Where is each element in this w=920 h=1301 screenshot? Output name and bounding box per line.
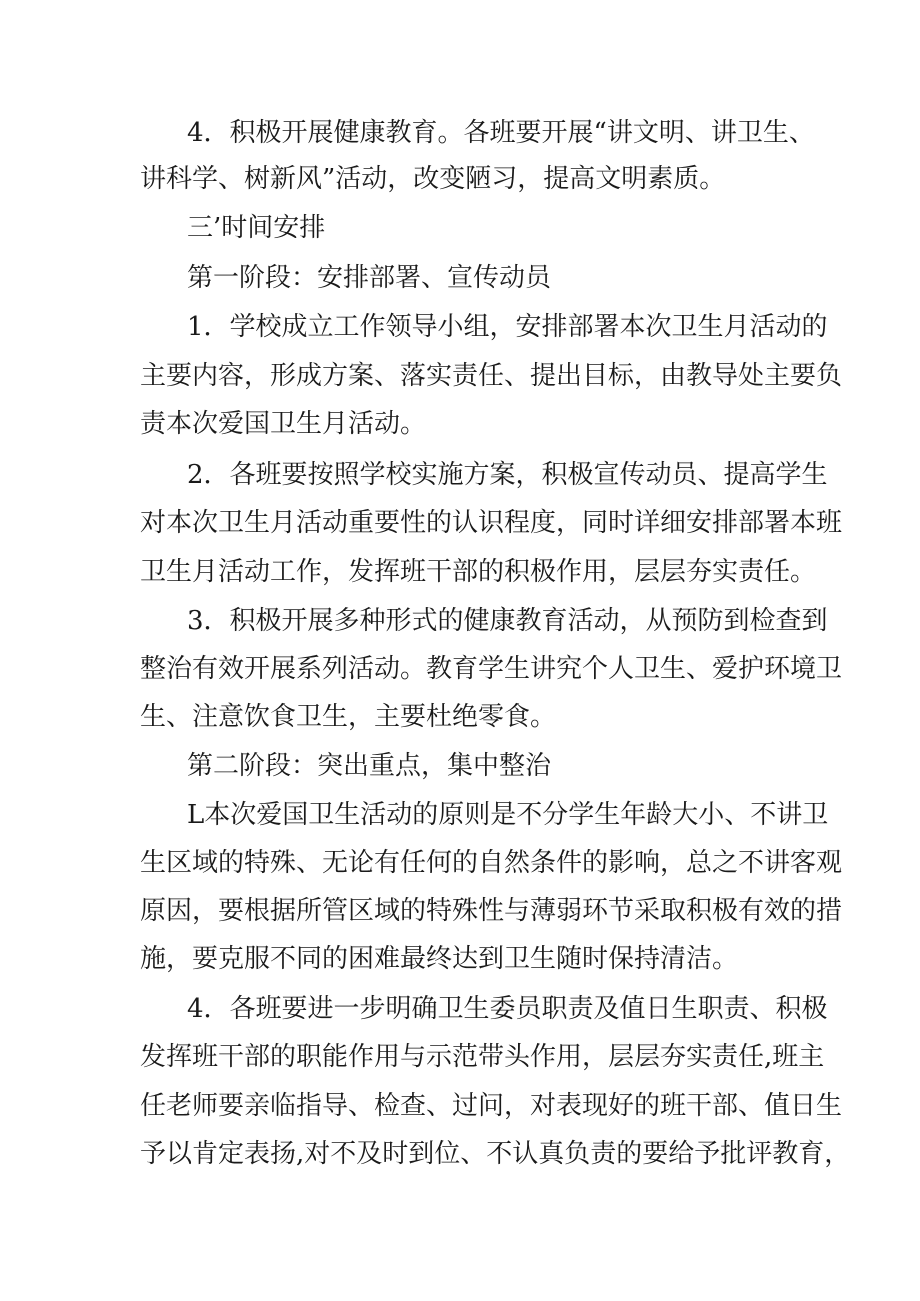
text-line: 4．积极开展健康教育。各班要开展“讲文明、讲卫生、 [187,118,815,148]
text-line: 予以肯定表扬,对不及时到位、不认真负责的要给予批评教育， [140,1139,851,1169]
text-line: 1．学校成立工作领导小组，安排部署本次卫生月活动的 [187,312,828,342]
stage-heading: 第一阶段：安排部署、宣传动员 [187,263,552,293]
text-line: 发挥班干部的职能作用与示范带头作用，层层夯实责任,班主 [140,1042,825,1072]
text-line: 任老师要亲临指导、检查、过问，对表现好的班干部、值日生 [140,1091,843,1121]
text-line: 施，要克服不同的困难最终达到卫生随时保持清洁。 [140,944,739,974]
text-line: 2．各班要按照学校实施方案，积极宣传动员、提高学生 [187,460,828,490]
text-line: 讲科学、树新风”活动，改变陋习，提高文明素质。 [140,164,726,194]
text-line: L本次爱国卫生活动的原则是不分学生年龄大小、不讲卫 [187,800,829,830]
text-line: 责本次爱国卫生月活动。 [140,409,427,439]
text-line: 生区域的特殊、无论有任何的自然条件的影响，总之不讲客观 [140,848,843,878]
text-line: 4．各班要进一步明确卫生委员职责及值日生职责、积极 [187,994,828,1024]
text-line: 对本次卫生月活动重要性的认识程度，同时详细安排部署本班 [140,508,843,538]
text-line: 整治有效开展系列活动。教育学生讲究个人卫生、爱护环境卫 [140,654,843,684]
text-line: 主要内容，形成方案、落实责任、提出目标，由教导处主要负 [140,361,843,391]
text-line: 生、注意饮食卫生，主要杜绝零食。 [140,702,557,732]
stage-heading: 第二阶段：突出重点，集中整治 [187,751,552,781]
text-line: 原因，要根据所管区域的特殊性与薄弱环节采取积极有效的措 [140,896,843,926]
section-heading: 三’时间安排 [187,213,326,243]
text-line: 3．积极开展多种形式的健康教育活动，从预防到检查到 [187,606,828,636]
text-line: 卫生月活动工作，发挥班干部的积极作用，层层夯实责任。 [140,557,817,587]
